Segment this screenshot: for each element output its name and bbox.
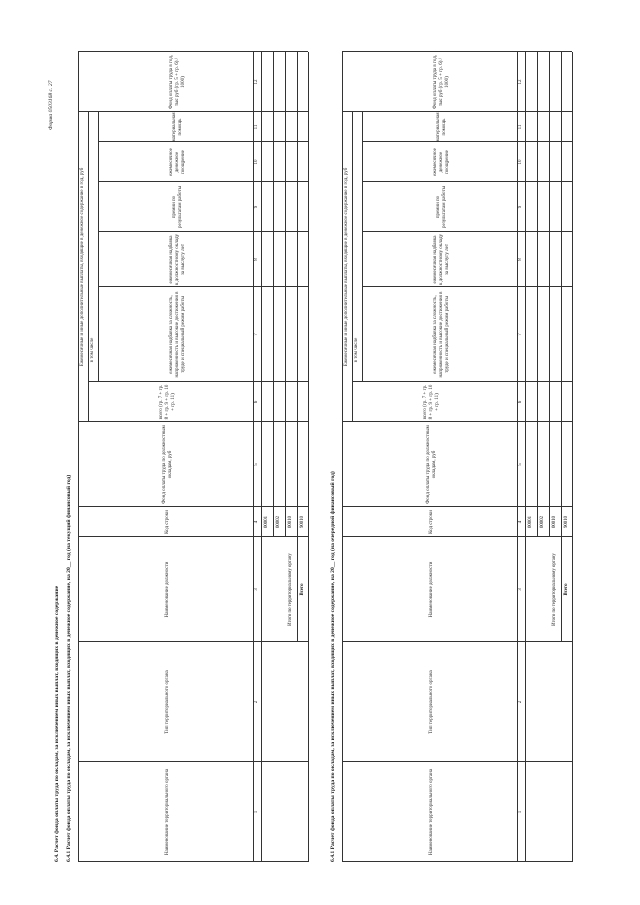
t1-colnum-11: 11 (254, 124, 260, 130)
t2-col12-header: Фонд оплаты труда в год, тыс руб (гр. 5 + гр. 6) / 1000) (433, 54, 450, 110)
t1-col8-header: ежемесячная надбавка к должностному окладу за выслугу лет (169, 234, 186, 285)
t1-colnum-1: 1 (254, 810, 260, 814)
t1-colnum-6: 6 (254, 400, 260, 404)
rotated-sheet (40, 40, 600, 870)
t2-row-label: Итого по территориальному органу (552, 553, 558, 626)
table-2-title: 6.4.1 Расчет фонда оплаты труда по окладам, за исключением иных выплат, входящих в денежное содержание, на 20__ год (на очередной финансовый год) (330, 471, 336, 862)
t1-colnum-10: 10 (254, 159, 260, 165)
t1-col5-header: Фонд оплаты труда по должностным окладам, руб (162, 425, 173, 504)
t1-row-label: Всего (299, 583, 305, 596)
table-2 (342, 52, 572, 862)
t1-colnum-4: 4 (254, 520, 260, 524)
t2-col1-header: Наименование территориального органа (429, 768, 435, 856)
t2-col2-header: Тип территориального органа (429, 670, 435, 734)
t1-col1-header: Наименование территориального органа (165, 768, 171, 856)
t1-col2-header: Тип территориального органа (165, 670, 171, 734)
t2-col5-header: Фонд оплаты труда по должностным окладам, руб (426, 425, 437, 504)
t2-colnum-12: 12 (518, 79, 524, 85)
t1-row-code: 90010 (299, 516, 305, 528)
t2-col8-header: ежемесячная надбавка к должностному окладу за выслугу лет (433, 234, 450, 285)
t2-colnum-9: 9 (518, 205, 524, 209)
t1-row-code: 00002 (276, 516, 282, 528)
t1-row-label: Итого по территориальному органу (288, 553, 294, 626)
t2-in-that-label: в том числе (354, 337, 360, 363)
t1-col3-header: Наименование должности (165, 561, 171, 618)
t2-colnum-1: 1 (518, 810, 524, 814)
t2-group-header: Ежемесячные и иные дополнительные выплаты, входящие в денежное содержание в год, руб (344, 167, 350, 367)
t1-col7-header: ежемесячная надбавка за сложность, напряженность и высокие достижения в труде и специальный режим работы (169, 291, 186, 378)
t1-in-that-label: в том числе (90, 337, 96, 363)
t1-col6-header: всего (гр. 7 + гр. 8 + гр. 9 + гр. 10 + гр. 11) (159, 384, 176, 420)
t1-colnum-8: 8 (254, 258, 260, 261)
t2-row-code: 00010 (552, 516, 558, 528)
t1-colnum-12: 12 (254, 79, 260, 85)
t2-colnum-8: 8 (518, 258, 524, 261)
table-1 (78, 52, 308, 862)
t2-col10-header: ежемесячное денежное поощрение (433, 148, 450, 176)
t1-colnum-3: 3 (254, 588, 260, 591)
t2-colnum-5: 5 (518, 463, 524, 466)
t2-colnum-2: 2 (518, 700, 524, 704)
t1-col9-header: премии по результатам работы (172, 186, 183, 228)
t1-group-header: Ежемесячные и иные дополнительные выплаты, входящие в денежное содержание в год, руб (80, 167, 86, 367)
form-id: Форма 0503168 с. 27 (48, 80, 54, 130)
t2-col9-header: премии по результатам работы (436, 186, 447, 228)
t2-row-label: Всего (563, 583, 569, 596)
t2-col7-header: ежемесячная надбавка за сложность, напряженность и высокие достижения в труде и специальный режим работы (433, 291, 450, 378)
t2-colnum-6: 6 (518, 400, 524, 404)
t2-col6-header: всего (гр. 7 + гр. 8 + гр. 9 + гр. 10 + гр. 11) (423, 384, 440, 420)
table-1-title: 6.4.1 Расчет фонда оплаты труда по окладам, за исключением иных выплат, входящих в денежное содержание, на 20__ год (на текущий финансовый год) (66, 474, 72, 862)
t2-row-code: 90010 (563, 516, 569, 528)
t1-colnum-2: 2 (254, 700, 260, 704)
t2-col3-header: Наименование должности (429, 561, 435, 618)
t1-col10-header: ежемесячное денежное поощрение (169, 148, 186, 176)
section-title: 6.4. Расчет фонда оплаты труда по окладам, за исключением иных выплат, входящих в денежное содержание (54, 585, 60, 862)
t1-col12-header: Фонд оплаты труда в год, тыс руб (гр. 5 + гр. 6) / 1000) (169, 54, 186, 110)
t2-colnum-10: 10 (518, 159, 524, 165)
t1-colnum-7: 7 (254, 333, 260, 336)
t1-col4-header: Код строки (165, 510, 171, 534)
t1-colnum-5: 5 (254, 463, 260, 466)
t1-row-code: 00010 (288, 516, 294, 528)
t1-colnum-9: 9 (254, 205, 260, 209)
t2-colnum-7: 7 (518, 333, 524, 336)
t2-colnum-11: 11 (518, 124, 524, 130)
t2-col4-header: Код строки (429, 510, 435, 534)
t2-row-code: 00002 (540, 516, 546, 528)
t2-colnum-3: 3 (518, 588, 524, 591)
t1-row-code: 00001 (264, 516, 270, 528)
t1-col11-header: материальная помощь (172, 112, 183, 142)
t2-colnum-4: 4 (518, 520, 524, 524)
t2-col11-header: материальная помощь (436, 112, 447, 142)
t2-row-code: 00001 (528, 516, 534, 528)
